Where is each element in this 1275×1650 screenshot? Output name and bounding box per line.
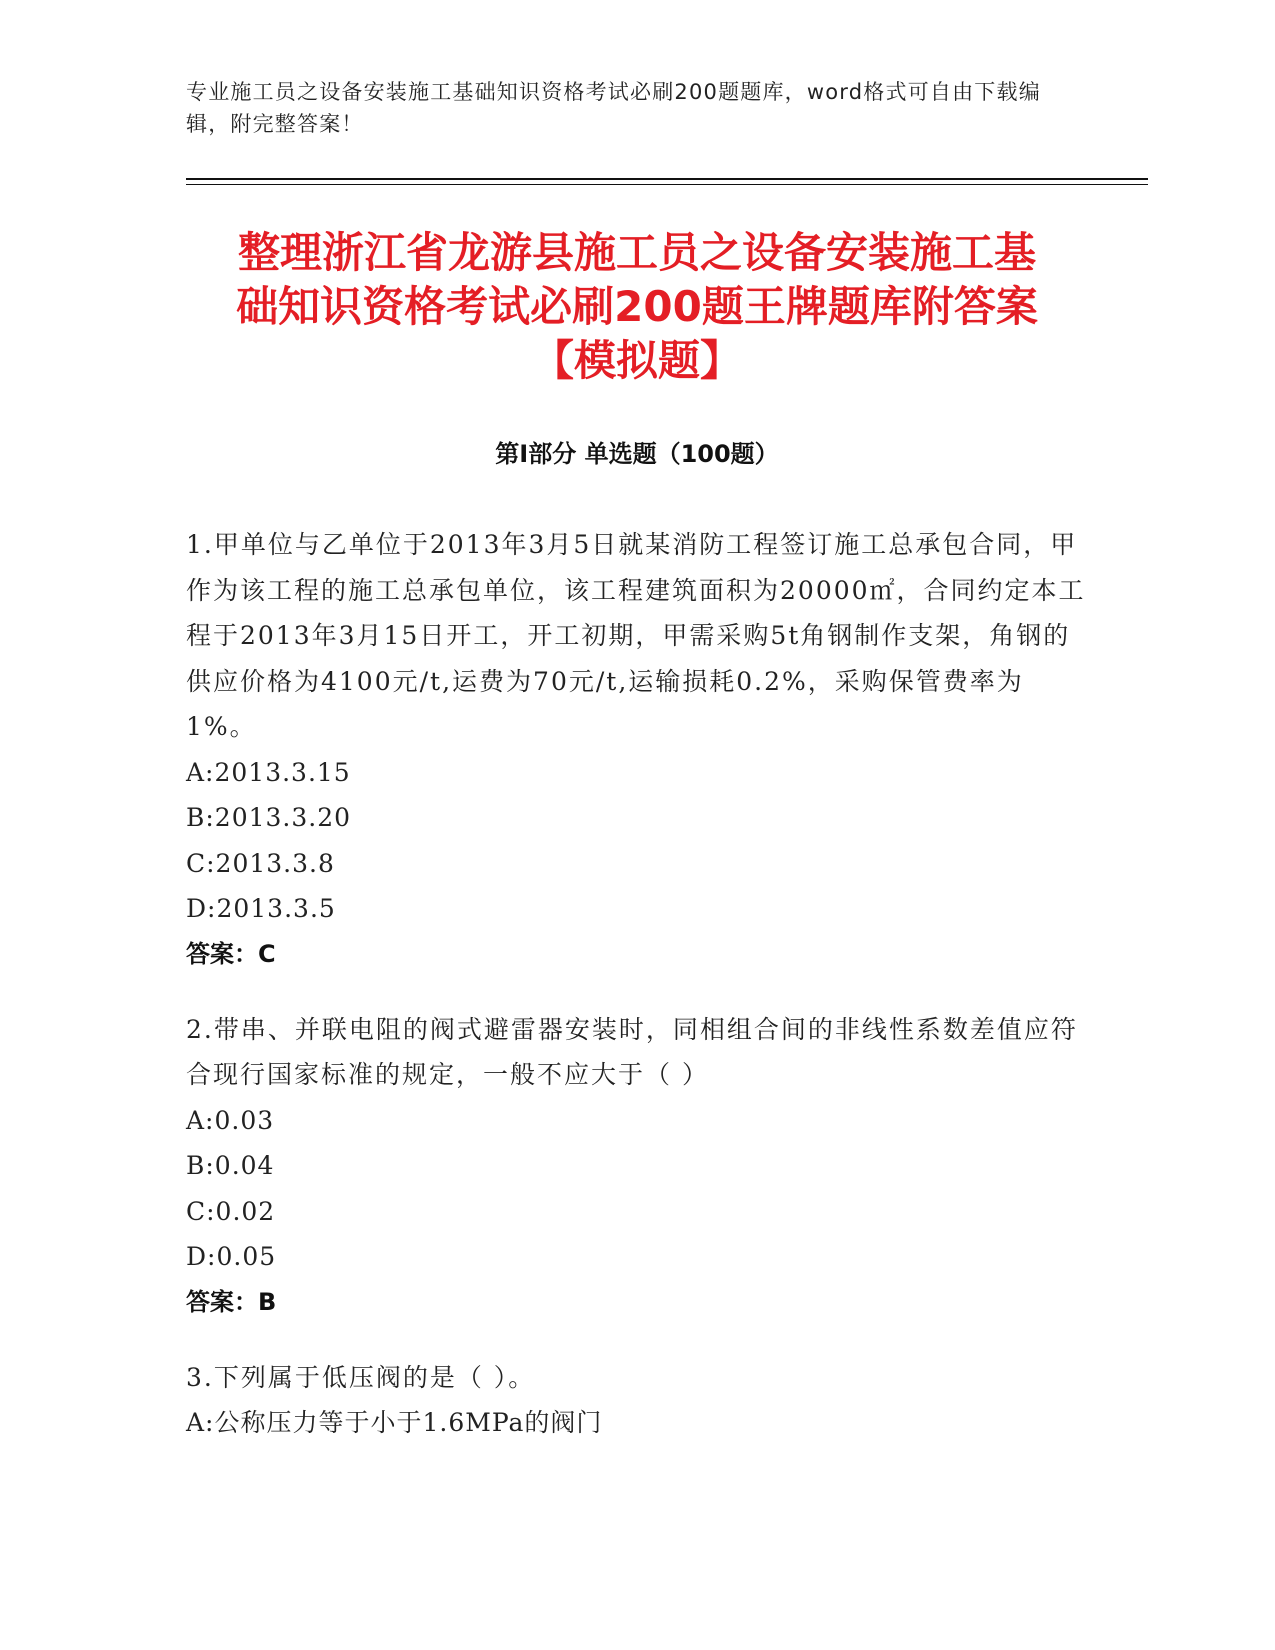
document-title-line-1: 整理浙江省龙游县施工员之设备安装施工基 — [237, 228, 1036, 277]
document-header-note: 专业施工员之设备安装施工基础知识资格考试必刷200题题库，word格式可自由下载编辑，附完整答案！ — [186, 80, 1041, 136]
option-d: D:0.05 — [186, 1242, 277, 1271]
header-divider-thick — [186, 178, 1148, 180]
option-d: D:2013.3.5 — [186, 894, 336, 923]
question-2 — [186, 1007, 1086, 1325]
question-3 — [186, 1355, 1086, 1446]
question-text: 1.甲单位与乙单位于2013年3月5日就某消防工程签订施工总承包合同，甲作为该工程的施工总承包单位，该工程建筑面积为20000㎡，合同约定本工程于2013年3月15日开工，开工初期，甲需采购5t角钢制作支架，角钢的供应价格为4100元/t,运费为70元/t,运输损耗0.2%，采购保管费率为1%。 — [186, 530, 1086, 741]
answer-text: 答案：C — [186, 939, 276, 968]
document-title-line-3: 【模拟题】 — [531, 336, 742, 385]
question-1 — [186, 522, 1086, 977]
question-text: 2.带串、并联电阻的阀式避雷器安装时，同相组合间的非线性系数差值应符合现行国家标准的规定，一般不应大于（ ） — [186, 1014, 1078, 1089]
document-title — [186, 226, 1088, 388]
option-a: A:0.03 — [186, 1105, 275, 1135]
answer-text: 答案：B — [186, 1287, 277, 1316]
option-b: B:0.04 — [186, 1151, 275, 1180]
option-b: B:2013.3.20 — [186, 803, 352, 832]
option-a: A:2013.3.15 — [186, 757, 351, 787]
section-heading: 第I部分 单选题（100题） — [495, 440, 779, 468]
option-a: A:公称压力等于小于1.6MPa的阀门 — [186, 1408, 603, 1437]
option-c: C:0.02 — [186, 1196, 276, 1226]
question-text: 3.下列属于低压阀的是（ ）。 — [186, 1362, 536, 1392]
question-list — [186, 522, 1086, 1476]
header-divider-thin — [186, 184, 1148, 185]
option-c: C:2013.3.8 — [186, 848, 335, 878]
document-title-line-2: 础知识资格考试必刷200题王牌题库附答案 — [236, 282, 1038, 331]
